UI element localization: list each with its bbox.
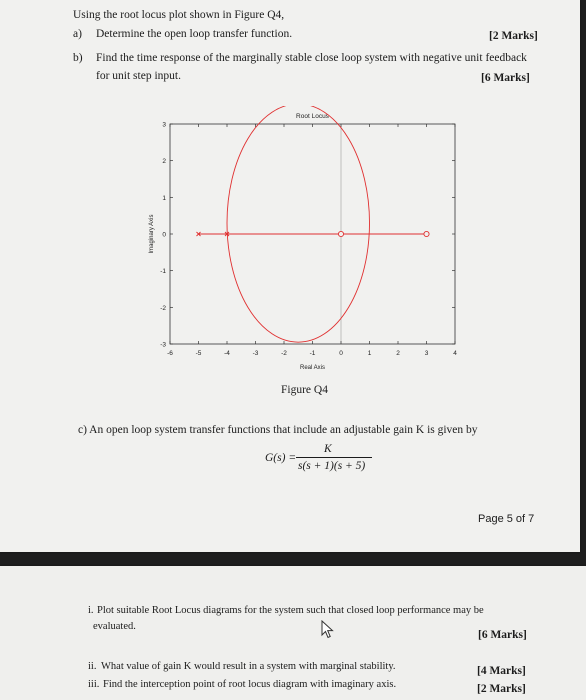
x-tick-label: 1 <box>367 350 372 357</box>
page-number: Page 5 of 7 <box>478 513 535 525</box>
x-tick-label: -3 <box>252 350 259 357</box>
x-tick-label: -4 <box>224 350 230 357</box>
question-ii-marks: [4 Marks] <box>477 665 526 677</box>
x-tick-label: -1 <box>309 350 316 357</box>
x-axis-label: Real Axis <box>299 365 326 371</box>
chart-title: Root Locus <box>296 113 329 120</box>
x-tick-label: 3 <box>424 350 429 357</box>
question-iii-text: Find the interception point of root locus diagram with imaginary axis. <box>103 679 397 690</box>
root-locus-chart <box>140 106 470 378</box>
question-a-text: Determine the open loop transfer function. <box>96 28 293 40</box>
page-6 <box>0 566 586 700</box>
question-a-label: a) <box>73 28 82 40</box>
question-b-marks: [6 Marks] <box>481 72 530 84</box>
y-tick-label: -2 <box>160 304 166 312</box>
zero-marker <box>338 231 343 236</box>
mouse-cursor-icon <box>320 620 334 640</box>
intro-text: Using the root locus plot shown in Figure Q4, <box>73 9 285 21</box>
y-tick-label: 0 <box>162 231 166 239</box>
question-b-label: b) <box>73 52 83 64</box>
question-i-marks: [6 Marks] <box>478 629 527 641</box>
y-tick-label: 3 <box>162 121 166 129</box>
x-tick-label: 4 <box>453 350 457 357</box>
question-i-label: i. <box>88 605 94 616</box>
y-tick-label: 2 <box>162 158 166 166</box>
question-b-text-line2: for unit step input. <box>96 70 181 82</box>
question-a-marks: [2 Marks] <box>489 30 538 42</box>
y-tick-label: 1 <box>162 194 166 202</box>
y-tick-label: -3 <box>160 341 166 349</box>
x-tick-label: -6 <box>167 350 173 357</box>
equation-lhs: G(s) = <box>265 452 297 464</box>
zero-marker <box>424 231 429 236</box>
x-tick-label: 2 <box>396 350 400 357</box>
y-tick-label: -1 <box>160 268 166 276</box>
question-b-text: Find the time response of the marginally stable close loop system with negative unit feedback <box>96 52 527 64</box>
question-c-text: c) An open loop system transfer functions that include an adjustable gain K is given by <box>78 424 478 436</box>
x-tick-label: -5 <box>195 350 202 357</box>
question-iii-label: iii. <box>88 679 100 690</box>
y-axis-label: Imaginary Axis <box>149 214 155 254</box>
fraction-bar <box>296 457 372 458</box>
question-i-text-line2: evaluated. <box>93 621 136 632</box>
x-tick-label: -2 <box>281 350 287 357</box>
question-iii-marks: [2 Marks] <box>477 683 526 695</box>
x-tick-label: 0 <box>339 350 343 357</box>
equation-denominator: s(s + 1)(s + 5) <box>298 460 366 472</box>
question-ii-text: What value of gain K would result in a system with marginal stability. <box>101 661 396 672</box>
equation-numerator: K <box>324 443 332 455</box>
locus-branch-circle <box>227 106 370 342</box>
question-i-text: Plot suitable Root Locus diagrams for the system such that closed loop performance may be <box>97 605 484 616</box>
figure-caption: Figure Q4 <box>281 384 328 396</box>
question-ii-label: ii. <box>88 661 97 672</box>
